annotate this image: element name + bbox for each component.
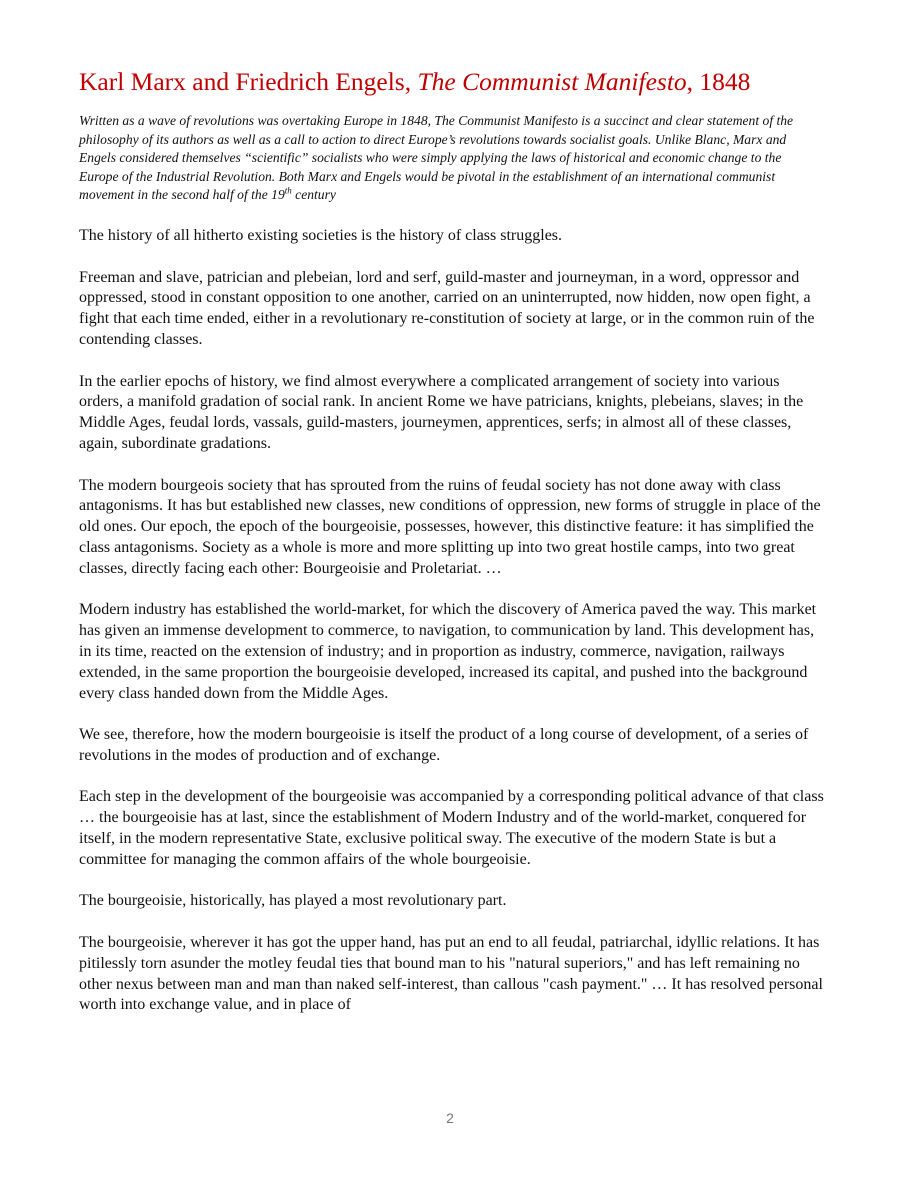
body-paragraph-5: Modern industry has established the world-market, for which the discovery of America paved the way. This market has given an immense development to commerce, to navigation, to communication by land. This development has, in its time, reacted on the extension of industry; and in proportion as industry, commerce, navigation, railways extended, in the same proportion the bourgeoisie developed, increased its capital, and pushed into the background every class handed down from the Middle Ages.	[79, 601, 817, 702]
intro-superscript: th	[284, 185, 292, 196]
body-paragraph-2: Freeman and slave, patrician and plebeian, lord and serf, guild-master and journeyman, in a word, oppressor and oppressed, stood in constant opposition to one another, carried on an uninterrupted, now hidden, now open fight, a fight that each time ended, either in a revolutionary re-constitution of society at large, or in the common ruin of the contending classes.	[79, 268, 815, 348]
title-prefix: Karl Marx and Friedrich Engels,	[79, 67, 418, 96]
document-title	[79, 66, 824, 98]
body-paragraph-4: The modern bourgeois society that has sprouted from the ruins of feudal society has not done away with class antagonisms. It has but established new classes, new conditions of oppression, new forms of struggle in place of the old ones. Our epoch, the epoch of the bourgeoisie, possesses, however, this distinctive feature: it has simplified the class antagonisms. Society as a whole is more and more splitting up into two great hostile camps, into two great classes, directly facing each other: Bourgeoisie and Proletariat. …	[79, 476, 821, 577]
title-suffix: , 1848	[686, 67, 751, 96]
document-page	[79, 66, 824, 1037]
body-paragraph-3: In the earlier epochs of history, we find almost everywhere a complicated arrangement of society into various orders, a manifold gradation of social rank. In ancient Rome we have patricians, knights, plebeians, slaves; in the Middle Ages, feudal lords, vassals, guild-masters, journeymen, apprentices, serfs; in almost all of these classes, again, subordinate gradations.	[79, 372, 804, 452]
body-paragraph-9: The bourgeoisie, wherever it has got the upper hand, has put an end to all feudal, patriarchal, idyllic relations. It has pitilessly torn asunder the motley feudal ties that bound man to his "natural superiors," and has left remaining no other nexus between man and man than naked self-interest, than callous "cash payment." … It has resolved personal worth into exchange value, and in place of	[79, 934, 823, 1014]
intro-paragraph	[79, 112, 824, 205]
body-paragraph-8: The bourgeoisie, historically, has played a most revolutionary part.	[79, 892, 507, 910]
body-paragraph-7: Each step in the development of the bourgeoisie was accompanied by a corresponding political advance of that class … the bourgeoisie has at last, since the establishment of Modern Industry and of the world-market, conquered for itself, in the modern representative State, exclusive political sway. The executive of the modern State is but a committee for managing the common affairs of the whole bourgeoisie.	[79, 788, 824, 868]
body-paragraph-6: We see, therefore, how the modern bourgeoisie is itself the product of a long course of development, of a series of revolutions in the modes of production and of exchange.	[79, 726, 809, 764]
page-number: 2	[446, 1110, 454, 1126]
body-paragraph-1: The history of all hitherto existing societies is the history of class struggles.	[79, 226, 563, 244]
intro-text: Written as a wave of revolutions was overtaking Europe in 1848, The Communist Manifesto is a succinct and clear statement of the philosophy of its authors as well as a call to action to direct Europe’s revolutions towards socialist goals. Unlike Blanc, Marx and Engels considered themselves “scientific” socialists who were simply applying the laws of historical and economic change to the Europe of the Industrial Revolution. Both Marx and Engels would be pivotal in the establishment of an international communist movement in the second half of the 19	[79, 113, 794, 203]
title-work: The Communist Manifesto	[417, 67, 687, 96]
intro-text-end: century	[291, 187, 336, 203]
